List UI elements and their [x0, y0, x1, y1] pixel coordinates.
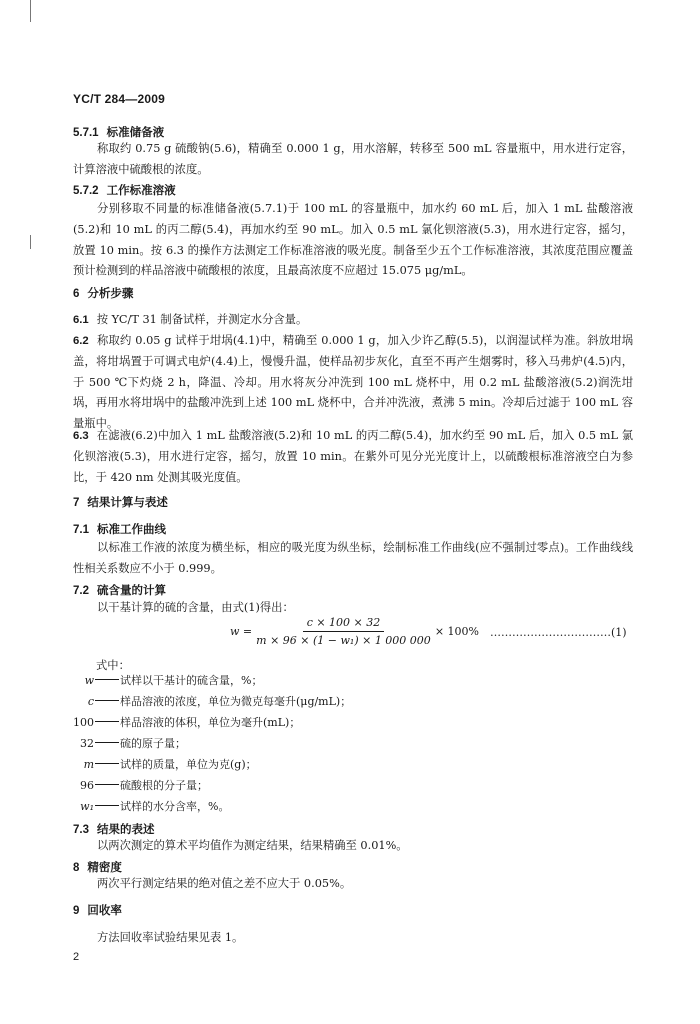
binding-mark [30, 235, 31, 249]
paragraph-9: 方法回收率试验结果见表 1。 [97, 931, 244, 944]
heading-7: 7 结果计算与表述 [73, 495, 168, 509]
paragraph-7-2: 以干基计算的硫的含量，由式(1)得出： [97, 601, 294, 614]
heading-7-3: 7.3 结果的表述 [73, 822, 155, 836]
definition-row: m 试样的质量，单位为克(g)； [83, 758, 257, 771]
binding-mark [30, 0, 31, 22]
definition-row: 96 硫酸根的分子量； [80, 779, 208, 792]
paragraph-7-1: 以标准工作液的浓度为横坐标，相应的吸光度为纵坐标，绘制标准工作曲线(应不强制过零点)。工作曲线线性相关系数应不小于 0.999。 [73, 541, 633, 575]
heading-7-1: 7.1 标准工作曲线 [73, 522, 166, 536]
definition-row: c 样品溶液的浓度，单位为微克每毫升(μg/mL)； [87, 695, 352, 708]
paragraph-6-2: 6.2 称取约 0.05 g 试样于坩埚(4.1)中，精确至 0.000 1 g，加入少许乙醇(5.5)，以润湿试样为准。斜放坩埚盖，将坩埚置于可调式电炉(4.4)上，慢慢升温，使样品初步灰化，直至不再产生烟雾时，移入马弗炉(4.5)内，于 500 ℃下灼烧 2 h，降温、冷却。用水将灰分冲洗到 100 mL 烧杯中，用 0.2 mL 盐酸溶液(5.2)润洗坩埚，再用水将坩埚中的盐酸冲洗到上述 100 mL 烧杯中，合并冲洗液，煮沸 5 min。冷却后过滤于 100 mL 容量瓶中。 [73, 334, 633, 431]
heading-5-7-2: 5.7.2 工作标准溶液 [73, 183, 176, 197]
definition-row: w 试样以干基计的硫含量，%； [84, 674, 263, 687]
heading-9: 9 回收率 [73, 903, 122, 917]
paragraph-5-7-2: 分别移取不同量的标准储备液(5.7.1)于 100 mL 的容量瓶中，加水约 60 mL 后，加入 1 mL 盐酸溶液(5.2)和 10 mL 的丙二醇(5.4)，再加水约至 90 mL。加入 0.5 mL 氯化钡溶液(5.3)，用水进行定容，摇匀，放置 10 min。按 6.3 的操作方法测定工作标准溶液的吸光度。制备至少五个工作标准溶液，其浓度范围应覆盖预计检测到的样品溶液中硫酸根的浓度，且最高浓度不应超过 15.075 μg/mL。 [73, 202, 633, 278]
page-number: 2 [73, 951, 80, 963]
formula-denominator: m × 96 × (1 − w₁) × 1 000 000 [256, 634, 431, 647]
definition-row: 100 样品溶液的体积，单位为毫升(mL)； [73, 716, 301, 729]
formula-1 [230, 616, 479, 647]
heading-8: 8 精密度 [73, 860, 122, 874]
paragraph-8: 两次平行测定结果的绝对值之差不应大于 0.05%。 [97, 877, 352, 890]
definition-row: 32 硫的原子量； [80, 737, 186, 750]
heading-7-2: 7.2 硫含量的计算 [73, 583, 166, 597]
formula-tail: × 100% [434, 625, 479, 638]
paragraph-7-3: 以两次测定的算术平均值作为测定结果，结果精确至 0.01%。 [97, 839, 408, 852]
formula-numerator: c × 100 × 32 [303, 616, 385, 632]
paragraph-6-1: 6.1 按 YC/T 31 制备试样，并测定水分含量。 [73, 313, 308, 326]
definition-row: w₁ 试样的水分含率，%。 [80, 800, 230, 813]
heading-5-7-1: 5.7.1 标准储备液 [73, 125, 165, 139]
paragraph-6-3: 6.3 在滤液(6.2)中加入 1 mL 盐酸溶液(5.2)和 10 mL 的丙二醇(5.4)，加水约至 90 mL 后，加入 0.5 mL 氯化钡溶液(5.3)，用水进行定容，摇匀，放置 10 min。在紫外可见分光光度计上，以硫酸根标准溶液空白为参比，于 420 nm 处测其吸光度值。 [73, 429, 633, 484]
equation-number: ……………………………(1) [490, 626, 627, 639]
paragraph-5-7-1: 称取约 0.75 g 硫酸钠(5.6)，精确至 0.000 1 g，用水溶解，转移至 500 mL 容量瓶中，用水进行定容，计算溶液中硫酸根的浓度。 [73, 142, 633, 176]
formula-fraction [256, 616, 431, 647]
formula-lhs: w = [230, 625, 253, 638]
standard-code: YC/T 284—2009 [73, 92, 165, 106]
where-label: 式中： [96, 659, 130, 672]
heading-6: 6 分析步骤 [73, 286, 134, 300]
